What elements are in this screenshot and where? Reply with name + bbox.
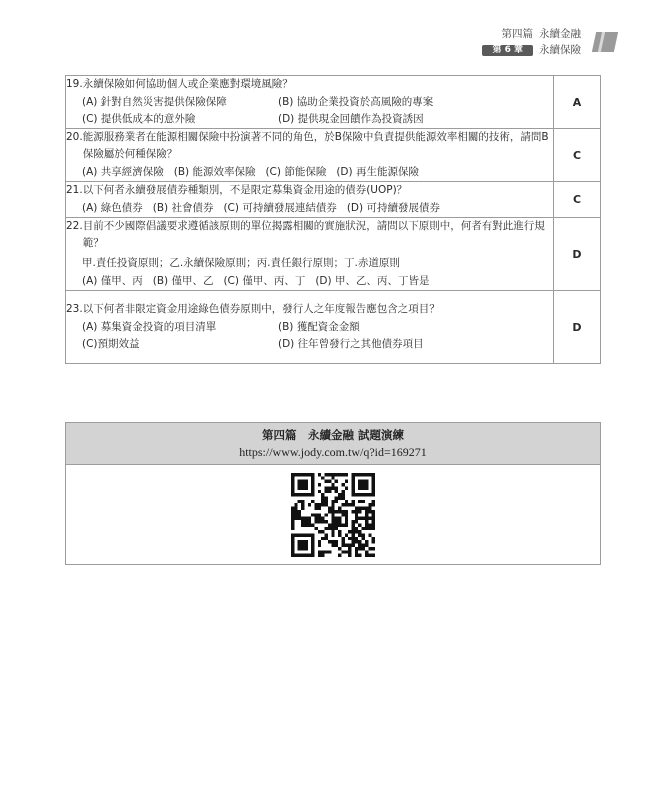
question-bank-title: 第四篇 永續金融 試題演練	[261, 428, 404, 442]
option: (D) 可持續發展債券	[346, 202, 440, 214]
answer-cell: D	[554, 218, 601, 291]
part-label: 第四篇	[501, 28, 533, 40]
chapter-title: 永續保險	[539, 44, 581, 56]
question-table	[65, 75, 601, 364]
option: (D) 甲、乙、丙、丁皆是	[315, 275, 430, 287]
question-stem: 永續保險如何協助個人或企業應對環境風險？	[82, 78, 293, 90]
question-row	[66, 291, 601, 364]
statement-list: 甲.責任投資原則；乙.永續保險原則；丙.責任銀行原則；丁.赤道原則	[82, 257, 400, 269]
question-number: 19.	[66, 78, 83, 90]
answer-cell: A	[554, 76, 601, 129]
option: (A) 共享經濟保險	[82, 166, 164, 178]
page-header	[482, 26, 581, 58]
answer-cell: C	[554, 129, 601, 182]
answer-cell: D	[554, 291, 601, 364]
option: (D) 再生能源保險	[336, 166, 419, 178]
option: (B) 社會債券	[152, 202, 214, 214]
qr-code-icon[interactable]	[291, 473, 375, 557]
corner-tab-icon	[592, 32, 618, 52]
option: (A) 綠色債券	[82, 202, 143, 214]
option: (B) 獲配資金金額	[278, 321, 360, 333]
question-bank-box	[65, 422, 601, 565]
question-row	[66, 129, 601, 182]
option: (C) 節能保險	[265, 166, 327, 178]
answer-cell: C	[554, 182, 601, 218]
option: (C) 僅甲、丙、丁	[223, 275, 306, 287]
option: (B) 協助企業投資於高風險的專案	[278, 96, 434, 108]
option: (C)預期效益	[82, 338, 140, 350]
option: (C) 提供低成本的意外險	[82, 113, 196, 125]
option: (A) 僅甲、丙	[82, 275, 143, 287]
question-stem: 能源服務業者在能源相關保險中扮演著不同的角色，於B保險中負責提供能源效率相關的技術，請問B保險屬於何種保險？	[82, 131, 549, 160]
question-number: 23.	[66, 303, 83, 315]
question-row	[66, 76, 601, 129]
question-bank-url[interactable]: https://www.jody.com.tw/q?id=169271	[239, 445, 427, 459]
question-stem: 以下何者永續發展債券種類別，不是限定募集資金用途的債券(UOP)？	[82, 184, 408, 196]
question-stem: 以下何者非限定資金用途綠色債券原則中，發行人之年度報告應包含之項目？	[82, 303, 440, 315]
option: (B) 僅甲、乙	[152, 275, 214, 287]
question-number: 22.	[66, 220, 83, 232]
question-row	[66, 182, 601, 218]
question-number: 21.	[66, 184, 83, 196]
option: (C) 可持續發展連結債券	[223, 202, 337, 214]
option: (D) 提供現金回饋作為投資誘因	[278, 113, 424, 125]
option: (A) 募集資金投資的項目清單	[82, 321, 217, 333]
option: (B) 能源效率保險	[173, 166, 256, 178]
question-bank-header	[66, 423, 600, 465]
option: (A) 針對自然災害提供保險保障	[82, 96, 227, 108]
question-row	[66, 218, 601, 291]
option: (D) 往年曾發行之其他債券項目	[278, 338, 424, 350]
book-title: 永續金融	[539, 28, 581, 40]
chapter-badge: 第 6 章	[482, 45, 533, 56]
question-number: 20.	[66, 131, 83, 143]
question-stem: 目前不少國際倡議要求遵循該原則的單位揭露相關的實施狀況，請問以下原則中，何者有對此進行規範？	[82, 220, 545, 249]
